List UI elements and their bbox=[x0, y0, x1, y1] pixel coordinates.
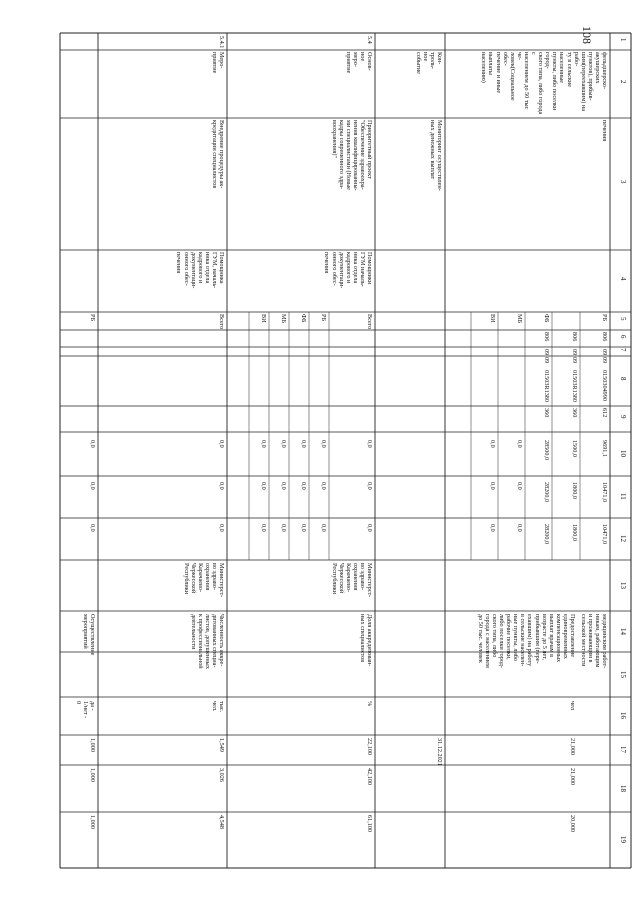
last-col16: да - 1/нет - 0 bbox=[74, 701, 96, 719]
r54-src: ВИ bbox=[260, 314, 267, 323]
cell-c12: 28200,0 bbox=[543, 482, 550, 503]
r54-src: ФБ bbox=[300, 314, 307, 323]
r541-total-c11: 0,0 bbox=[218, 440, 225, 448]
last-col19: 1,000 bbox=[89, 815, 96, 829]
last-c11: 0,0 bbox=[89, 440, 96, 448]
r54-src: МБ bbox=[280, 314, 287, 324]
column-number: 8 bbox=[619, 377, 627, 381]
column-number: 19 bbox=[619, 836, 627, 843]
r54-total-c12: 0,0 bbox=[366, 482, 373, 490]
r541-total-c13: 0,0 bbox=[218, 524, 225, 532]
cell-c5: ФБ bbox=[543, 314, 550, 323]
cell-c10: 612 bbox=[601, 408, 608, 418]
last-col15: Осуществление мероприятий bbox=[81, 614, 96, 656]
cell-c13: 0,0 bbox=[489, 524, 496, 532]
cell-c6: 806 bbox=[601, 332, 608, 342]
cell-c13: 28200,0 bbox=[543, 524, 550, 545]
last-c13: 0,0 bbox=[89, 524, 96, 532]
r54-col2: Основ- ное меро- приятие bbox=[344, 52, 373, 74]
col15b-text: Предоставление единовременных компенсационных выплат врачам в возрасте до 5 лет, прибывшим (пере- ехавшим) на работу в сельские населен- ные пункты, либо рабочие поселки, либо поселки город- ского типа, либо города с населением до 50 тыс. человек bbox=[476, 614, 576, 668]
cell-c13: 0,0 bbox=[516, 524, 523, 532]
r54-col15: Доля аккредитован- ных специалистов bbox=[358, 614, 373, 667]
col17-text: 21,000 bbox=[569, 738, 576, 756]
cell-c9: 01503R1380 bbox=[543, 370, 550, 402]
column-number: 1 bbox=[619, 37, 627, 41]
r54-src-c12: 0,0 bbox=[300, 482, 307, 490]
r541-col5: Всего bbox=[218, 314, 225, 330]
cell-c8: 09 bbox=[571, 357, 578, 364]
r54-col18: 42,100 bbox=[366, 768, 373, 786]
cell-c11: 1500,0 bbox=[571, 440, 578, 458]
column-number: 7 bbox=[619, 347, 627, 351]
cell-c12: 0,0 bbox=[516, 482, 523, 490]
cell-c13: 1800,0 bbox=[571, 524, 578, 542]
column-number: 11 bbox=[619, 493, 627, 500]
column-number: 10 bbox=[619, 450, 627, 457]
cell-c5: МБ bbox=[516, 314, 523, 324]
cell-c10: 360 bbox=[543, 408, 550, 418]
r54-col3: Приоритетный проект "Обеспечение здравоохра- нения квалифицированны- ми специалистами (Новые кадры современного здра- воохранения)" bbox=[330, 120, 373, 191]
r541-col1: 5.4.1 bbox=[218, 36, 225, 49]
last-col5: РБ bbox=[89, 314, 96, 321]
column-number: 6 bbox=[619, 334, 627, 338]
r541-col17: 1,549 bbox=[218, 738, 225, 752]
cell-c11: 28500,0 bbox=[543, 440, 550, 461]
control-col17: 31.12.2021 bbox=[436, 738, 443, 766]
r541-col16: тыс. чел. bbox=[210, 701, 225, 713]
r54-src-c11: 0,0 bbox=[280, 440, 287, 448]
cell-c12: 1800,0 bbox=[571, 482, 578, 500]
r54-col17: 22,100 bbox=[366, 738, 373, 756]
r54-total-c11: 0,0 bbox=[366, 440, 373, 448]
r541-col4: Помощника ГУМ, началь- ника отдела кадрового и документаци- онного обес- печения bbox=[175, 252, 225, 289]
r541-total-c12: 0,0 bbox=[218, 482, 225, 490]
column-number: 3 bbox=[619, 180, 627, 184]
cell-c12: 10471,0 bbox=[601, 482, 608, 503]
r54-src-c12: 0,0 bbox=[280, 482, 287, 490]
r54-src-c11: 0,0 bbox=[260, 440, 267, 448]
r54-total-c13: 0,0 bbox=[366, 524, 373, 532]
r54-src-c12: 0,0 bbox=[320, 482, 327, 490]
cell-c10: 360 bbox=[571, 408, 578, 418]
col15a-text: медицинским работ- никам, работающим и проживающим в сельской местности bbox=[579, 614, 608, 669]
column-number: 9 bbox=[619, 415, 627, 419]
r541-col15: Численность аккре- дитованных специа- листов, допущенных к профессиональной деятельности bbox=[189, 614, 225, 669]
cell-c8: 09 bbox=[543, 357, 550, 364]
cell-c7: 09 bbox=[601, 349, 608, 356]
r541-col18: 3,026 bbox=[218, 768, 225, 782]
column-number: 15 bbox=[619, 670, 627, 678]
column-number: 16 bbox=[619, 712, 627, 719]
r54-src-c12: 0,0 bbox=[260, 482, 267, 490]
r54-src-c13: 0,0 bbox=[280, 524, 287, 532]
r54-col19: 61,100 bbox=[366, 815, 373, 833]
last-col18: 1,000 bbox=[89, 768, 96, 782]
cell-c9: 0150304990 bbox=[601, 370, 608, 401]
cell-c5: ВИ bbox=[489, 314, 496, 323]
r54-col14: Министерст- во здраво- охранения Карачаево- Черкесской Республики bbox=[330, 563, 373, 598]
r54-src-c13: 0,0 bbox=[260, 524, 267, 532]
r541-col2: Меро- приятие bbox=[210, 52, 225, 74]
column-number: 12 bbox=[619, 535, 627, 542]
col19-text: 20,000 bbox=[569, 815, 576, 833]
r54-col5: Всего bbox=[366, 314, 373, 330]
last-c12: 0,0 bbox=[89, 482, 96, 490]
cell-c8: 09 bbox=[601, 357, 608, 364]
column-number: 4 bbox=[619, 277, 627, 281]
cell-c11: 0,0 bbox=[489, 440, 496, 448]
cell-c7: 09 bbox=[571, 349, 578, 356]
r54-col4: Помощники ГУМ началь- ника отдела кадрового и документаци- онного обес- печения bbox=[323, 252, 373, 289]
cell-c7: 09 bbox=[543, 349, 550, 356]
column-number: 18 bbox=[619, 784, 627, 792]
r54-src-c11: 0,0 bbox=[320, 440, 327, 448]
column-number: 14 bbox=[619, 627, 627, 635]
cell-c11: 0,0 bbox=[516, 440, 523, 448]
r541-col3: Внедрение процедуры ак- кредитации специалистов bbox=[210, 120, 225, 189]
cell-c6: 806 bbox=[543, 332, 550, 342]
r54-src-c13: 0,0 bbox=[300, 524, 307, 532]
column-number: 2 bbox=[619, 80, 627, 84]
r54-col16: % bbox=[366, 701, 373, 707]
cell-c5: РБ bbox=[601, 314, 608, 321]
r54-src-c11: 0,0 bbox=[300, 440, 307, 448]
col4-text: печения bbox=[601, 120, 608, 142]
cell-c13: 10471,0 bbox=[601, 524, 608, 545]
col3-text: фельдшерско-акушерских пунктов), прибыв- шим(переехавшим) на рабо- ту в сельские населенные пункты, либо поселки город- ского типа, либо города с населением до 50 тыс че- ловек(Социальное обес- печение и иные выплаты населению) bbox=[480, 52, 608, 115]
page-number: 108 bbox=[580, 26, 594, 44]
column-number: 13 bbox=[619, 581, 627, 589]
column-number: 5 bbox=[619, 317, 627, 321]
control-col2: Кон- троль- ное событие bbox=[414, 52, 443, 74]
r54-src-c13: 0,0 bbox=[320, 524, 327, 532]
cell-c9: 01503R1380 bbox=[571, 370, 578, 402]
col16-text: чел bbox=[569, 701, 576, 710]
col18-text: 21,000 bbox=[569, 768, 576, 786]
cell-c6: 806 bbox=[571, 332, 578, 342]
r541-col14: Министерст- во здраво- охранения Карачаево- Черкесской Республики bbox=[182, 563, 225, 598]
cell-c11: 9691,1 bbox=[601, 440, 608, 458]
cell-c12: 0,0 bbox=[489, 482, 496, 490]
r541-col19: 4,548 bbox=[218, 815, 225, 829]
r54-col1: 5.4 bbox=[366, 36, 373, 44]
last-col17: 1,000 bbox=[89, 738, 96, 752]
column-number: 17 bbox=[619, 746, 627, 753]
control-col3: Мониторинг осуществлен- ных денежных выплат bbox=[428, 120, 443, 191]
r54-src: РБ bbox=[320, 314, 327, 321]
